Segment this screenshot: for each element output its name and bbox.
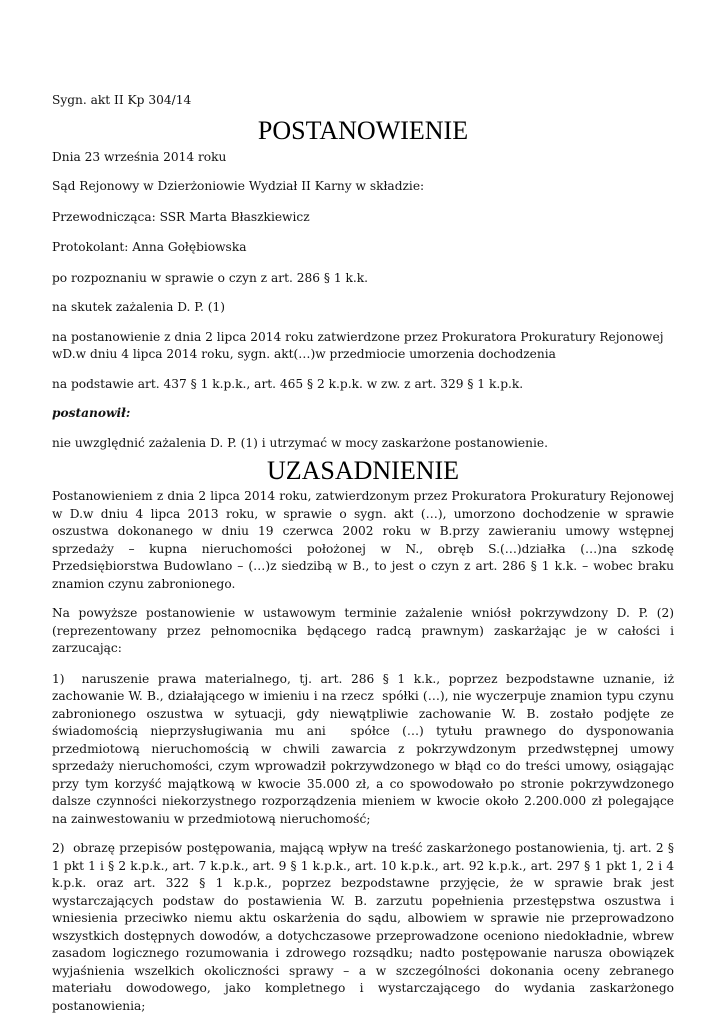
complaint-line: na skutek zażalenia D. P. (1) — [52, 300, 226, 314]
reasoning-paragraph: 1) naruszenie prawa materialnego, tj. art. 286 § 1 k.k., poprzez bezpodstawne uznanie, iż zachowanie W. B., działającego w imieniu i na rzecz spółki (…), nie wyczerpuje znamion typu czynu zabronionego oszustwa w sytuacji, gdy niewątpliwie zachowanie W. B. zostało podjęte ze świadomością nieprzysługiwania mu ani spółce (…) tytułu prawnego do dysponowania przedmiotową nieruchomością w chwili zawarcia z pokrzywdzonym przedwstępnej umowy sprzedaży nieruchomości, czym wprowadził pokrzywdzonego w błąd co do treści umowy, osiągając przy tym korzyść majątkową w kwocie 35.000 zł, a co spowodowało po stronie pokrzywdzonego dalsze czynności niekorzystnego rozporządzenia mieniem w kwocie około 2.200.000 zł polegające na zainwestowaniu w przedmiotową nieruchomość; — [52, 671, 674, 826]
court-clerk: Protokolant: Anna Gołębiowska — [52, 240, 247, 254]
decision-title: POSTANOWIENIE — [257, 115, 469, 145]
ruling-text: nie uwzględnić zażalenia D. P. (1) i utrzymać w mocy zaskarżone postanowienie. — [52, 435, 548, 450]
presiding-judge: Przewodnicząca: SSR Marta Błaszkiewicz — [52, 209, 310, 224]
reasoning-paragraph: 2) obrazę przepisów postępowania, mającą wpływ na treść zaskarżonego postanowienia, tj. art. 2 § 1 pkt 1 i § 2 k.p.k., art. 7 k.p.k., art. 9 § 1 k.p.k., art. 10 k.p.k., art. 92 k.p.k., art. 297 § 1 pkt 1, 2 i 4 k.p.k. oraz art. 322 § 1 k.p.k., poprzez bezpodstawne przyjęcie, że w sprawie brak jest wystarczających podstaw do postawienia W. B. zarzutu popełnienia przestępstwa oszustwa i wniesienia przeciwko niemu aktu oskarżenia do sądu, albowiem w sprawie nie przeprowadzono wszystkich dostępnych dowodów, a dotychczasowe przeprowadzone oceniono niedokładnie, wbrew zasadom logicznego rozumowania i zdrowego rozsądku; nadto postępowanie narusza obowiązek wyjaśnienia wszelkich okoliczności sprawy – a w szczególności dokonania oceny zebranego materiału dowodowego, jako kompletnego i wystarczającego do wydania zaskarżonego postanowienia; — [52, 841, 674, 1013]
case-subject: po rozpoznaniu w sprawie o czyn z art. 286 § 1 k.k. — [52, 270, 368, 285]
document-page — [52, 92, 674, 1015]
ruling-heading: postanowił: — [52, 406, 131, 420]
reasoning-paragraph: Na powyższe postanowienie w ustawowym terminie zażalenie wniósł pokrzywdzony D. P. (2) (reprezentowany przez pełnomocnika będącego radcą prawnym) zaskarżając je w całości i zarzucając: — [52, 606, 674, 655]
appealed-decision-reference: na postanowienie z dnia 2 lipca 2014 roku zatwierdzone przez Prokuratora Prokuratury Rejonowej wD.w dniu 4 lipca 2014 roku, sygn. akt(…)w przedmiocie umorzenia dochodzenia — [52, 329, 664, 361]
legal-basis: na podstawie art. 437 § 1 k.p.k., art. 465 § 2 k.p.k. w zw. z art. 329 § 1 k.p.k. — [52, 376, 524, 391]
reasoning-paragraph: Postanowieniem z dnia 2 lipca 2014 roku, zatwierdzonym przez Prokuratora Prokuratury Rejonowej w D.w dniu 4 lipca 2013 roku, w sprawie o sygn. akt (…), umorzono dochodzenie w sprawie oszustwa dokonanego w dniu 19 czerwca 2002 roku w B.przy zawieraniu umowy wstępnej sprzedaży – kupna nieruchomości położonej w N., obręb S.(…)działka (…)na szkodę Przedsiębiorstwa Budowlano – (…)z siedzibą w B., to jest o czyn z art. 286 § 1 k.k. – wobec braku znamion czynu zabronionego. — [52, 489, 674, 591]
reasoning-title: UZASADNIENIE — [266, 456, 460, 485]
case-signature: Sygn. akt II Kp 304/14 — [52, 93, 192, 107]
court-composition: Sąd Rejonowy w Dzierżoniowie Wydział II Karny w składzie: — [52, 179, 425, 193]
decision-date: Dnia 23 września 2014 roku — [52, 149, 227, 164]
